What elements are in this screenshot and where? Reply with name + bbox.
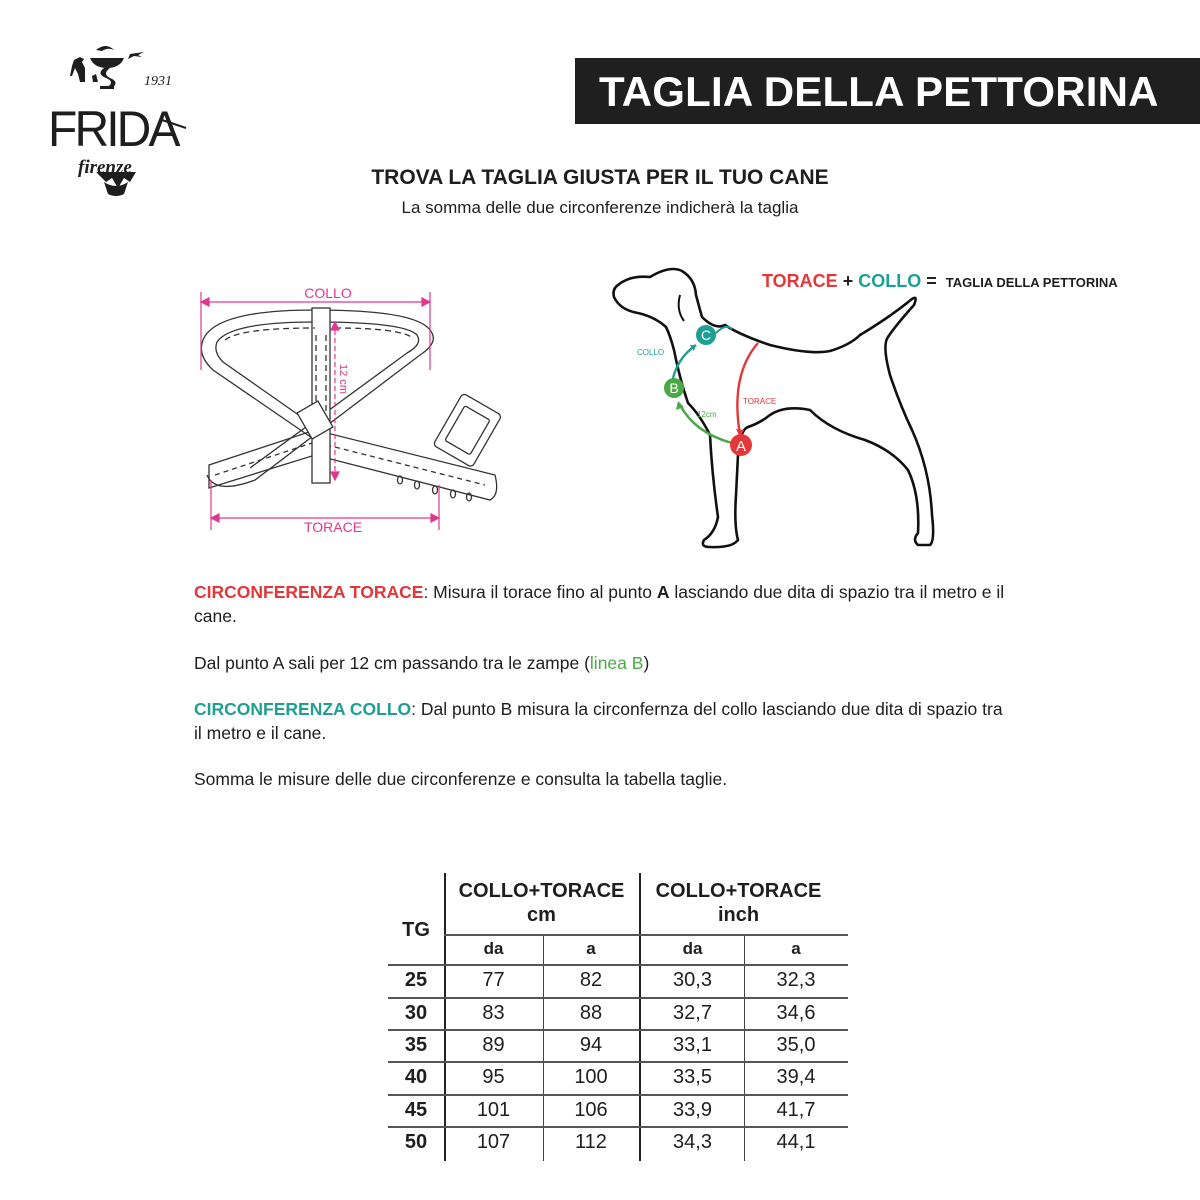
formula-collo: COLLO [858,271,922,291]
header-tg: TG [402,919,430,941]
cell-cm-a: 112 [575,1131,607,1153]
cell-cm-a: 106 [574,1099,608,1121]
header-inch-line1: COLLO+TORACE [655,880,822,902]
harness-diagram [195,280,515,540]
header-inch-line2: inch [717,904,760,926]
header-inch [641,879,836,927]
header-cm-line1: COLLO+TORACE [458,880,625,902]
cell-cm-da: 89 [482,1034,505,1056]
cell-inch-a: 35,0 [776,1034,816,1056]
cell-tg: 25 [404,969,428,991]
cell-cm-a: 100 [574,1066,608,1088]
cell-tg: 50 [404,1131,428,1153]
cell-inch-da: 33,9 [673,1099,712,1121]
formula-torace: TORACE [762,271,838,291]
instruction-collo [194,697,1014,745]
table-row [388,1099,848,1127]
dog-silhouette-icon [600,255,960,555]
cell-cm-da: 107 [476,1131,511,1153]
subheader-inch-da: da [682,939,703,958]
cell-cm-a: 94 [579,1034,603,1056]
cell-tg: 40 [404,1066,428,1088]
cell-cm-da: 95 [482,1066,505,1088]
instruction-torace-text-end: lasciando due dita di spazio tra il metro e il cane. [194,582,1005,626]
cell-inch-a: 41,7 [776,1099,816,1121]
title-banner [575,58,1200,124]
instruction-linea-b-highlight: linea B [589,653,644,673]
harness-label-12cm: 12 cm [337,364,349,394]
harness-illustration-icon [195,280,515,540]
cell-cm-da: 77 [482,969,505,991]
section-heading: TROVA LA TAGLIA GIUSTA PER IL TUO CANE [371,166,829,189]
dog-label-torace: TORACE [743,397,777,406]
instruction-linea-b [194,651,1014,675]
cell-cm-da: 83 [482,1002,505,1024]
size-formula [762,271,1118,292]
instruction-torace-text: : Misura il torace fino al punto [423,582,657,602]
cell-tg: 30 [404,1002,428,1024]
instruction-torace-point: A [656,582,670,602]
cell-cm-a: 82 [579,969,603,991]
header-cm [444,879,639,927]
dog-label-collo: COLLO [637,348,665,357]
cell-inch-da: 34,3 [673,1131,712,1153]
harness-label-collo: COLLO [304,285,352,301]
table-row [388,1131,848,1159]
formula-equals: = [926,271,937,291]
logo-year: 1931 [144,74,172,89]
header-cm-line2: cm [527,904,556,926]
point-a-label: A [735,438,747,455]
table-row [388,1034,848,1062]
cell-inch-da: 33,1 [673,1034,712,1056]
table-divider [388,964,848,966]
subheader-inch-a: a [791,939,801,958]
instruction-summary: Somma le misure delle due circonferenze e consulta la tabella taglie. [194,769,728,789]
formula-plus: + [842,271,854,291]
subheader-cm-da: da [483,939,504,958]
table-divider [388,1094,848,1096]
table-row [388,1002,848,1030]
logo-city: firenze [78,157,132,178]
subheader-cm-a: a [586,939,596,958]
table-divider [388,997,848,999]
cell-cm-a: 88 [579,1002,603,1024]
cell-inch-da: 32,7 [673,1002,712,1024]
instruction-collo-text: : Dal punto B misura la circonfernza del collo lasciando due dita di spazio tra il metro e il cane. [194,699,1003,743]
cell-inch-a: 32,3 [776,969,816,991]
instruction-linea-b-text: Dal punto A sali per 12 cm passando tra le zampe ( [194,653,590,673]
dog-diagram [600,255,960,555]
cell-cm-da: 101 [476,1099,511,1121]
table-row [388,1066,848,1094]
point-c-label: C [700,327,712,343]
cell-inch-da: 30,3 [673,969,712,991]
logo-brand: FRIDA [48,101,178,157]
cell-inch-da: 33,5 [673,1066,712,1088]
instruction-torace-label: CIRCONFERENZA TORACE [194,582,424,602]
table-row [388,969,848,997]
section-description: La somma delle due circonferenze indicherà la taglia [401,198,799,217]
table-divider [444,934,848,936]
instruction-linea-b-text-end: ) [643,653,650,673]
formula-result: TAGLIA DELLA PETTORINA [945,275,1118,290]
point-b-label: B [669,380,679,396]
harness-label-torace: TORACE [303,519,363,535]
cell-inch-a: 44,1 [776,1131,816,1153]
cell-inch-a: 34,6 [776,1002,816,1024]
cell-tg: 35 [404,1034,428,1056]
instruction-torace [194,580,1014,628]
dog-label-12cm: 12cm [697,410,717,419]
instruction-collo-label: CIRCONFERENZA COLLO [194,699,412,719]
size-table [388,873,848,1161]
page-title: TAGLIA DELLA PETTORINA [599,68,1159,115]
cell-inch-a: 39,4 [776,1066,816,1088]
cell-tg: 45 [404,1099,428,1121]
